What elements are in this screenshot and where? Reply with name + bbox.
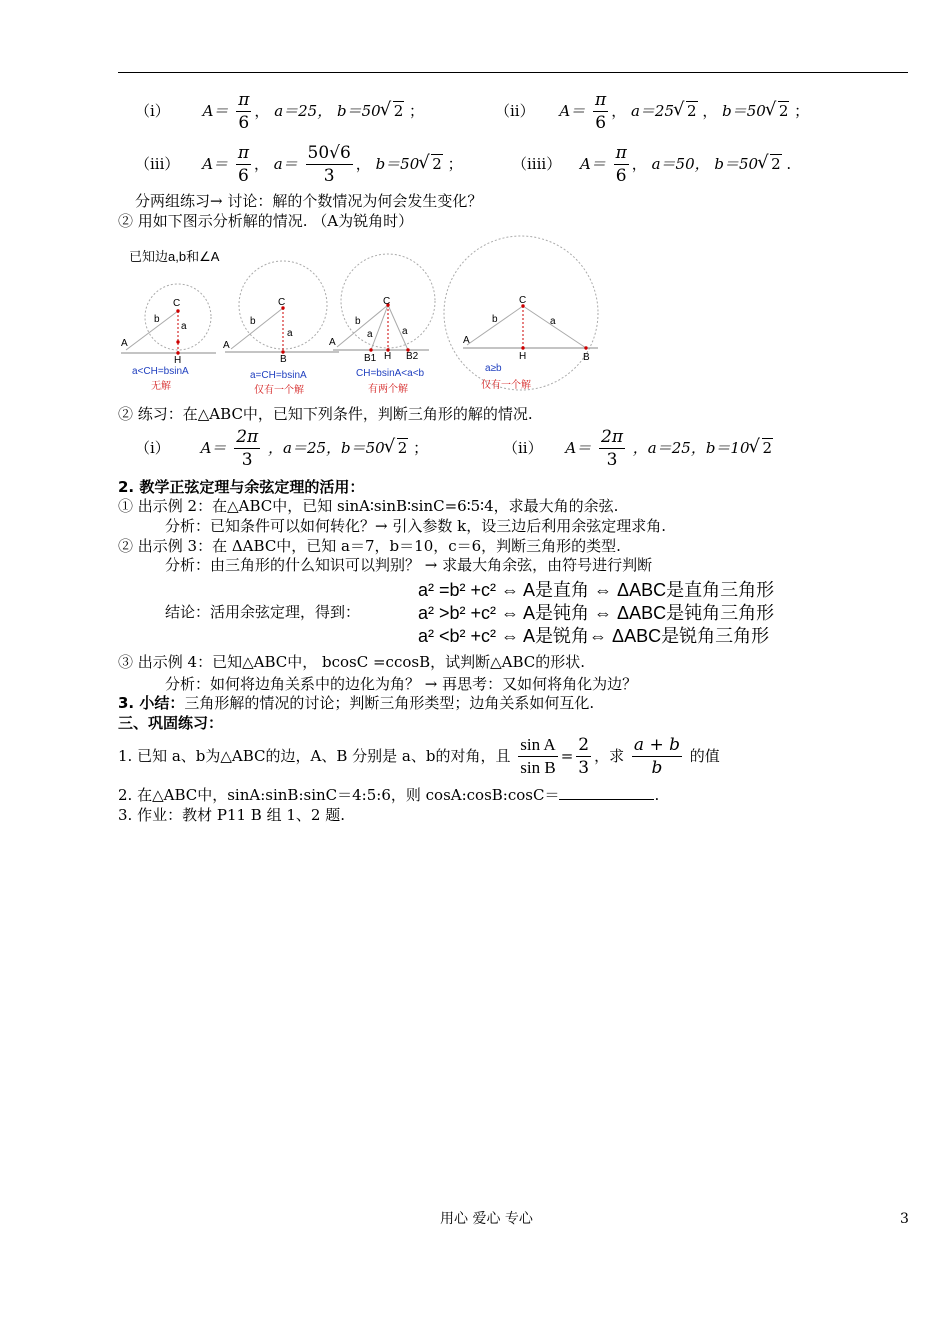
label-a-side: a bbox=[181, 321, 187, 332]
page-number: 3 bbox=[900, 1211, 909, 1227]
label-c: C bbox=[383, 296, 391, 307]
analyze-line: ② 用如下图示分析解的情况. （A为锐角时） bbox=[118, 212, 414, 230]
formula-acute: a² <b² +c² ⇔ A是锐角⇔ ΔABC是锐角三角形 bbox=[418, 626, 770, 646]
case-iii: （iii） A＝ $\frac{\pi}{6}$ ， a＝ $\frac{50√6}{3}$ ， b＝50√ 2 ； bbox=[135, 143, 463, 187]
label-a1: a bbox=[367, 329, 373, 340]
label-a-vertex: A bbox=[121, 338, 128, 349]
diagram-two-solutions bbox=[329, 254, 435, 395]
label-a-side: a bbox=[550, 316, 556, 327]
point-b bbox=[584, 346, 587, 349]
question-2: 2. 在△ABC中，sinA:sinB:sinC＝4:5:6，则 cosA:cosB:cosC＝ . bbox=[118, 786, 660, 804]
diagram-one-solution-large bbox=[444, 236, 598, 391]
practice-i: （i） A＝ $\frac{2\pi}{3}$ ，a＝25，b＝50√ 2 ； bbox=[135, 427, 428, 471]
question-3: 3. 作业：教材 P11 B 组 1、2 题. bbox=[118, 806, 345, 824]
label-a2: a bbox=[402, 326, 408, 337]
section3-heading: 三、巩固练习： bbox=[118, 714, 224, 732]
label-h: H bbox=[174, 355, 182, 366]
example-3: ② 出示例 3：在 ΔABC中，已知 a＝7，b＝10，c＝6，判断三角形的类型. bbox=[118, 537, 621, 555]
label-a-side: a bbox=[287, 328, 293, 339]
caption: CH=bsinA<a<b bbox=[356, 368, 425, 379]
example-3-analysis: 分析：由三角形的什么知识可以判别？ → 求最大角余弦，由符号进行判断 bbox=[165, 556, 653, 574]
question-1: 1. 已知 a、b为△ABC的边，A、B 分别是 a、b的对角，且 $\frac{\text{sin A}}{\text{sin B}}$ = $\frac{2}{3}$ ，求 $\frac{a + b}{b}$ 的值 bbox=[118, 735, 720, 779]
point-b1 bbox=[369, 348, 372, 351]
answer-blank bbox=[559, 786, 654, 800]
label-h: H bbox=[519, 351, 527, 362]
case-ii: （ii） A＝ $\frac{\pi}{6}$ ， a＝25√ 2 ， b＝50√ 2 ； bbox=[495, 90, 809, 134]
label-b: b bbox=[250, 316, 256, 327]
label-b2: B2 bbox=[406, 351, 419, 362]
footer-motto: 用心 爱心 专心 bbox=[440, 1211, 533, 1227]
side-a bbox=[523, 306, 586, 348]
result: 仅有一个解 bbox=[481, 380, 531, 391]
practice-ii: （ii） A＝ $\frac{2\pi}{3}$ ，a＝25，b＝10√ 2 bbox=[503, 427, 773, 471]
label-h: H bbox=[384, 351, 392, 362]
result: 仅有一个解 bbox=[254, 385, 304, 396]
example-2-analysis: 分析：已知条件可以如何转化？→ 引入参数 k，设三边后利用余弦定理求角. bbox=[165, 517, 666, 535]
practice-line: ② 练习：在△ABC中，已知下列条件，判断三角形的解的情况. bbox=[118, 405, 533, 423]
label-c: C bbox=[173, 298, 181, 309]
label-b1: B1 bbox=[364, 353, 377, 364]
label-b-vertex: B bbox=[280, 354, 287, 365]
example-4: ③ 出示例 4：已知△ABC中， bcosC =ccosB，试判断△ABC的形状. bbox=[118, 653, 586, 671]
section2-heading: 2. 教学正弦定理与余弦定理的活用： bbox=[118, 478, 365, 496]
label-a-vertex: A bbox=[329, 337, 336, 348]
result: 无解 bbox=[151, 381, 171, 392]
case-iiii: （iiii） A＝ $\frac{\pi}{6}$ ， a＝50， b＝50√ 2 . bbox=[512, 143, 791, 187]
case-i: （i） A＝ $\frac{\pi}{6}$ ， a＝25， b＝50√ 2 ； bbox=[135, 90, 424, 134]
figure-title: 已知边a,b和∠A bbox=[129, 249, 220, 264]
group-practice-line: 分两组练习→ 讨论：解的个数情况为何会发生变化？ bbox=[135, 192, 483, 210]
caption: a=CH=bsinA bbox=[250, 370, 307, 381]
side-b bbox=[231, 308, 283, 349]
triangle-cases-figure bbox=[115, 232, 615, 402]
side-b bbox=[467, 306, 523, 345]
formula-obtuse: a² >b² +c² ⇔ A是钝角 ⇔ ΔABC是钝角三角形 bbox=[418, 603, 775, 623]
label-a-vertex: A bbox=[223, 340, 230, 351]
diagram-no-solution bbox=[121, 284, 216, 392]
label-b-vertex: B bbox=[583, 352, 590, 363]
arc-circle bbox=[444, 236, 598, 390]
label-a-vertex: A bbox=[463, 335, 470, 346]
caption: a≥b bbox=[485, 363, 502, 374]
label-c: C bbox=[278, 297, 286, 308]
point-h bbox=[521, 346, 524, 349]
point bbox=[176, 340, 179, 343]
result: 有两个解 bbox=[368, 384, 408, 395]
label-b: b bbox=[355, 316, 361, 327]
header-rule bbox=[118, 72, 908, 73]
conclusion-label: 结论：活用余弦定理，得到： bbox=[165, 603, 361, 621]
point-c bbox=[176, 309, 179, 312]
side-b bbox=[126, 311, 178, 350]
example-2: ① 出示例 2：在△ABC中，已知 sinA∶sinB∶sinC=6∶5∶4，求最大角的余弦. bbox=[118, 497, 619, 515]
label-b: b bbox=[492, 314, 498, 325]
label-b: b bbox=[154, 314, 160, 325]
label-c: C bbox=[519, 295, 527, 306]
summary: 3. 小结：三角形解的情况的讨论；判断三角形类型；边角关系如何互化. bbox=[118, 694, 595, 712]
formula-right: a² =b² +c² ⇔ A是直角 ⇔ ΔABC是直角三角形 bbox=[418, 580, 775, 600]
diagram-one-solution-tangent bbox=[223, 261, 339, 396]
example-4-analysis: 分析：如何将边角关系中的边化为角？ → 再思考：又如何将角化为边？ bbox=[165, 675, 638, 693]
caption: a<CH=bsinA bbox=[132, 366, 189, 377]
